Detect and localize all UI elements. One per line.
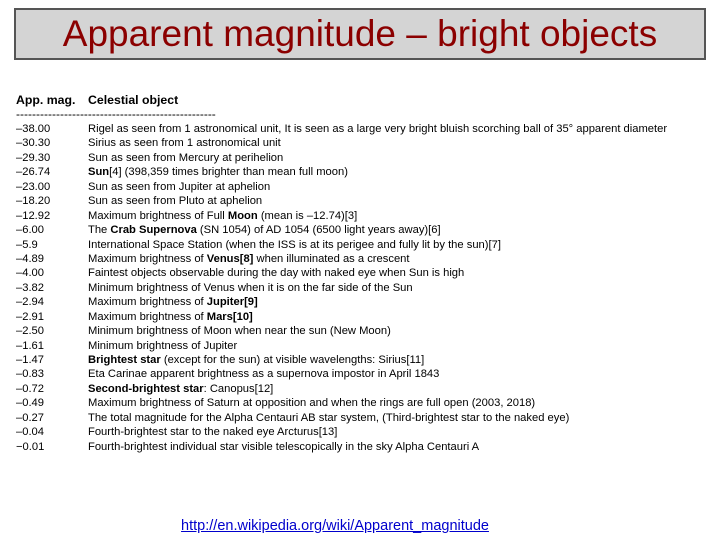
table-row — [16, 209, 716, 223]
magnitude-value: –0.27 — [16, 411, 44, 424]
table-row — [16, 151, 716, 165]
table-row — [16, 281, 716, 295]
table-row — [16, 411, 716, 425]
description-text: Maximum brightness of — [88, 252, 207, 265]
description-text: (except for the sun) at visible wavelengths: Sirius[11] — [160, 354, 425, 366]
description-text: Sirius as seen from 1 astronomical unit — [88, 137, 281, 150]
magnitude-value: –23.00 — [16, 180, 51, 193]
table-row — [16, 339, 716, 353]
object-description — [88, 223, 716, 237]
magnitude-value: –1.61 — [16, 339, 44, 352]
header-celestial-object: Celestial object — [88, 93, 179, 107]
bold-term: Jupiter[9] — [206, 296, 258, 309]
magnitude-value: –2.94 — [16, 296, 44, 309]
object-description — [88, 209, 716, 223]
table-row — [16, 324, 716, 338]
description-text: (SN 1054) of AD 1054 (6500 light years away)[6] — [196, 224, 441, 237]
table-row — [16, 223, 716, 237]
magnitude-value: −0.01 — [16, 440, 45, 453]
description-text: The total magnitude for the Alpha Centauri AB star system, (Third-brightest star to the naked eye) — [88, 411, 570, 424]
object-description — [88, 339, 716, 353]
description-text: Sun as seen from Pluto at aphelion — [88, 195, 263, 208]
description-text: Minimum brightness of Venus when it is on the far side of the Sun — [88, 281, 413, 294]
table-row — [16, 238, 716, 252]
description-text: Sun as seen from Mercury at perihelion — [88, 151, 284, 164]
object-description — [88, 353, 716, 367]
description-text: Eta Carinae apparent brightness as a supernova impostor in April 1843 — [88, 368, 440, 381]
object-description — [88, 295, 716, 309]
table-row — [16, 252, 716, 266]
table-row — [16, 353, 716, 367]
table-row — [16, 122, 716, 136]
object-description — [88, 281, 716, 295]
table-row — [16, 136, 716, 150]
title-banner — [14, 8, 706, 60]
magnitude-value: –30.30 — [16, 137, 51, 150]
bold-term: Sun — [88, 166, 110, 179]
description-text: Fourth-brightest star to the naked eye Arcturus[13] — [88, 426, 338, 439]
table-row — [16, 310, 716, 324]
magnitude-value: –0.83 — [16, 368, 44, 381]
object-description — [88, 411, 716, 425]
page-title: Apparent magnitude – bright objects — [62, 13, 658, 54]
description-text: Rigel as seen from 1 astronomical unit, It is seen as a large very bright bluish scorching ball of 35° apparent diameter — [88, 123, 668, 135]
magnitude-value: –0.72 — [16, 382, 44, 395]
description-text: (mean is –12.74)[3] — [257, 209, 358, 222]
bold-term: Crab Supernova — [110, 224, 197, 237]
magnitude-value: –12.92 — [16, 209, 51, 222]
object-description — [88, 440, 716, 454]
table-row — [16, 367, 716, 381]
bold-term: Moon — [227, 209, 258, 222]
object-description — [88, 122, 716, 136]
magnitude-value: –5.9 — [16, 238, 38, 251]
description-text: when illuminated as a crescent — [253, 252, 410, 265]
object-description — [88, 151, 716, 165]
object-description — [88, 194, 716, 208]
description-text: [4] (398,359 times brighter than mean full moon) — [109, 166, 348, 179]
table-row — [16, 180, 716, 194]
description-text: Maximum brightness of Saturn at opposition and when the rings are full open (2003, 2018) — [88, 397, 536, 410]
table-row — [16, 382, 716, 396]
magnitude-value: –26.74 — [16, 166, 51, 179]
table-row — [16, 440, 716, 454]
magnitude-value: –3.82 — [16, 281, 44, 294]
magnitude-value: –2.50 — [16, 325, 44, 338]
magnitude-value: –18.20 — [16, 195, 51, 208]
wikipedia-link[interactable]: http://en.wikipedia.org/wiki/Apparent_magnitude — [181, 518, 489, 534]
description-text: Sun as seen from Jupiter at aphelion — [88, 180, 271, 193]
magnitude-value: –38.00 — [16, 123, 51, 135]
object-description — [88, 266, 716, 280]
magnitude-table — [16, 122, 716, 454]
table-row — [16, 425, 716, 439]
description-text: The — [88, 224, 111, 237]
object-description — [88, 136, 716, 150]
table-row — [16, 266, 716, 280]
description-text: Minimum brightness of Moon when near the sun (New Moon) — [88, 325, 391, 338]
object-description — [88, 382, 716, 396]
description-text: Maximum brightness of — [88, 296, 207, 309]
object-description — [88, 180, 716, 194]
table-row — [16, 295, 716, 309]
magnitude-value: –6.00 — [16, 224, 44, 237]
magnitude-value: –2.91 — [16, 310, 44, 323]
header-app-mag: App. mag. — [16, 93, 76, 107]
description-text: : Canopus[12] — [203, 382, 274, 395]
magnitude-value: –29.30 — [16, 151, 51, 164]
description-text: Maximum brightness of — [88, 310, 207, 323]
object-description — [88, 396, 716, 410]
table-row — [16, 194, 716, 208]
table-row — [16, 396, 716, 410]
magnitude-value: –4.00 — [16, 267, 44, 280]
object-description — [88, 238, 716, 252]
description-text: Minimum brightness of Jupiter — [88, 339, 238, 352]
bold-term: Second-brightest star — [88, 382, 204, 395]
object-description — [88, 252, 716, 266]
bold-term: Venus[8] — [206, 252, 254, 265]
magnitude-value: –1.47 — [16, 354, 44, 366]
description-text: Fourth-brightest individual star visible telescopically in the sky Alpha Centauri A — [88, 440, 480, 453]
description-text: Maximum brightness of Full — [88, 209, 228, 222]
object-description — [88, 425, 716, 439]
description-text: International Space Station (when the ISS is at its perigee and fully lit by the sun)[7] — [88, 238, 501, 251]
description-text: Faintest objects observable during the day with naked eye when Sun is high — [88, 267, 465, 280]
bold-term: Brightest star — [88, 354, 161, 366]
object-description — [88, 310, 716, 324]
magnitude-value: –0.04 — [16, 426, 44, 439]
magnitude-value: –0.49 — [16, 397, 44, 410]
object-description — [88, 324, 716, 338]
bold-term: Mars[10] — [206, 310, 253, 323]
object-description — [88, 367, 716, 381]
object-description — [88, 165, 716, 179]
table-row — [16, 165, 716, 179]
header-divider: -------------------------------------------------- — [16, 107, 216, 121]
magnitude-value: –4.89 — [16, 252, 44, 265]
